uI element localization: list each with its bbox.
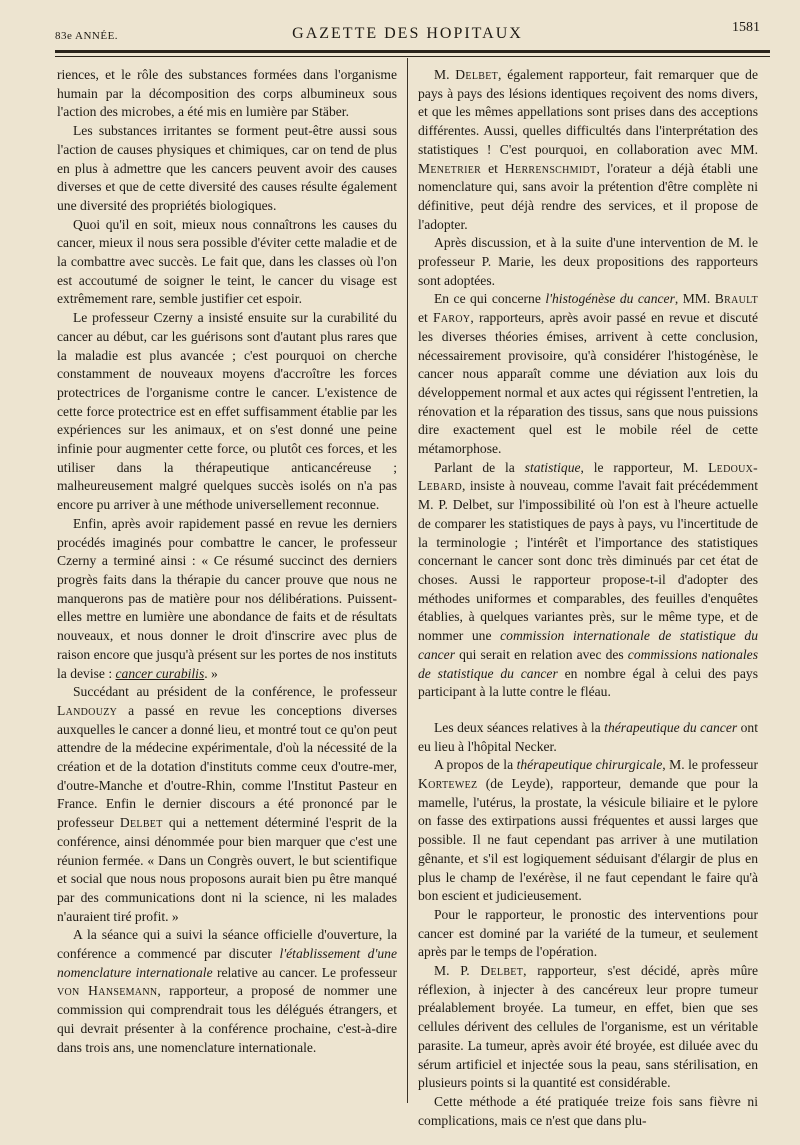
- text-run: Faroy: [433, 310, 471, 326]
- text-run: En ce qui concerne: [434, 291, 546, 307]
- year-label: 83e ANNÉE.: [55, 30, 119, 42]
- text-run: thérapeutique chirurgicale: [516, 757, 663, 773]
- paragraph: [57, 122, 397, 216]
- text-run: Enfin, après avoir rapidement passé en revue les derniers procédés imaginés pour combattre le cancer, le professeur Czerny a terminé ainsi : « Ce résumé succinct des derniers progrès faits dans la thérapie du cancer prouve que nous ne manquerons pas de matière pour nos délibérations. Puissent-elles mettre en lumière une abondance de faits et de résultats nouveaux, et nous donner le droit d'inscrire avec plus de raison encore que jusqu'à présent sur les portes de nos instituts la devise :: [57, 515, 397, 681]
- text-run: von Hansemann: [57, 983, 158, 999]
- text-run: ont eu lieu à l'hôpital Necker.: [418, 719, 758, 754]
- text-run: commission internationale de statistique du cancer: [418, 628, 758, 662]
- paragraph: [57, 926, 397, 1057]
- paragraph: [418, 290, 758, 458]
- text-run: Après discussion, et à la suite d'une intervention de M. le professeur P. Marie, les deux propositions des rapporteurs sont adoptées.: [418, 235, 758, 288]
- text-run: M.: [434, 67, 456, 82]
- text-run: A propos de la: [434, 757, 517, 773]
- text-run: Le professeur Czerny a insisté ensuite sur la curabilité du cancer au début, car les guérisons sont d'autant plus rares que la maladie est plus avancée ; c'est pourquoi on cherche constamment de nouveaux moyens d'accroître les forces protectrices de l'organisme contre le cancer. L'existence de cette force protectrice est en effet suffisamment établie par les expériences sur les animaux, et on s'est donné une peine infinie pour augmenter cette force, ou plutôt ces forces, et les utiliser dans la thérapeutique anticancéreuse ; malheureusement malgré quelques succès isolés on n'a pas encore pu arriver à une méthode universellement reconnue.: [57, 310, 397, 513]
- text-run: , M. le professeur: [662, 757, 758, 773]
- text-run: et: [481, 160, 505, 176]
- text-run: Quoi qu'il en soit, mieux nous connaîtrons les causes du cancer, mieux il nous sera possible d'éviter cette maladie et de la combattre avec succès. Le fait que, dans les classes où l'on est accoutumé de soigner le teint, le cancer du visage est extrêmement rare, semble justifier cet espoir.: [57, 216, 397, 307]
- text-run: Delbet: [455, 67, 499, 82]
- text-run: Brault: [714, 291, 759, 307]
- text-run: , rapporteur, a proposé de nommer une commission qui comprendrait tous les délégués étrangers, et qui devrait présenter à la conférence prochaine, c'est-à-dire dans trois ans, une nomenclature internationale.: [57, 983, 397, 1055]
- text-run: commissions nationales de statistique du cancer: [418, 646, 758, 681]
- paragraph: [418, 756, 758, 906]
- text-run: a passé en revue les conceptions diverses auxquelles le cancer a donné lieu, et montré tout ce qu'on peut attendre de la médecine expérimentale, d'où la nécessité de la création et de la dotation d'instituts comme ceux d'outre-mer, d'outre-Manche et d'outre-Rhin, comme l'Institut Pasteur en France. Enfin le dernier discours a été prononcé par le professeur: [57, 702, 397, 831]
- paragraph: [57, 683, 397, 926]
- text-run: Parlant de la: [434, 459, 525, 475]
- text-run: . »: [204, 665, 218, 681]
- text-run: l'établissement d'une nomenclature internationale: [57, 946, 397, 980]
- text-run: l'histogénèse du cancer: [545, 291, 675, 307]
- text-run: , rapporteur, s'est décidé, après mûre réflexion, à injecter à des cancéreux leur propre tumeur préalablement broyée. La tumeur, en effet, bien que ses cellules dérivent des cellules de l'organisme, est un véritable parasite. La tumeur, après avoir été broyée, est diluée avec du sérum artificiel et injectée sous la peau, sans stérilisation, en plusieurs points si la quantité est considérable.: [418, 963, 758, 1091]
- text-run: (de Leyde), rapporteur, demande que pour la mamelle, l'utérus, la prostate, la vésicule biliaire et le pylore on fasse des extirpations aussi fréquentes et aussi larges que possible. Il ne faut cependant pas arriver à une mutilation gênante, et s'il est logiquement séduisant d'élargir de plus en plus le champ de l'exérèse, il ne faut cependant le faire qu'à bon escient et judicieusement.: [418, 776, 758, 904]
- paragraph: [418, 66, 758, 234]
- paragraph: [418, 719, 758, 756]
- paragraph: [418, 459, 758, 702]
- header-rule-thick: [55, 50, 770, 53]
- text-run: riences, et le rôle des substances formées dans l'organisme humain par la décomposition des corps albumineux sous l'action des microbes, a été mis en lumière par Stäber.: [57, 67, 397, 120]
- text-run: Menetrier: [418, 160, 482, 176]
- text-run: , insiste à nouveau, comme l'avait fait précédemment M. P. Delbet, sur l'impossibilité où l'on est à l'heure actuelle de comparer les statistiques de pays à pays, vu l'incertitude de la terminologie ; l'intérêt et l'importance des statistiques concernant le cancer sont donc très diminués par cet état de choses. Aussi le rapporteur propose-t-il d'adopter des méthodes uniformes et comparables, des feuilles d'enquêtes établies, à quelques variantes près, sur le même type, et de nommer une: [418, 478, 758, 644]
- paragraph: [418, 234, 758, 290]
- paragraph: [418, 1093, 758, 1130]
- paragraph: [418, 962, 758, 1093]
- text-run: , rapporteurs, après avoir passé en revue et discuté les diverses théories émises, arrivent à cette conclusion, nécessairement provisoire, qu'à considérer l'histogénèse, le cancer nous apparaît comme une déviation aux lois du développement normal et aux actes qui régissent l'entretien, la rénovation et la réparation des tissus, sans que nous puissions dire exactement quel est le mobile réel de cette métamorphose.: [418, 310, 758, 457]
- left-column: [57, 66, 397, 1057]
- journal-title: GAZETTE DES HOPITAUX: [292, 25, 523, 42]
- paragraph: [418, 906, 758, 962]
- paragraph: [57, 66, 397, 122]
- text-run: M. P.: [434, 963, 481, 979]
- text-run: A la séance qui a suivi la séance officielle d'ouverture, la conférence a commencé par discuter: [57, 927, 397, 962]
- text-run: qui a nettement déterminé l'esprit de la conférence, ainsi dénommée pour bien marquer que c'est une réunion fermée. « Dans un Congrès ouvert, le but scientifique et social que nous nous proposons aurait bien pu être manqué par des communications dont ni la science, ni les malades n'auraient tiré profit. »: [57, 815, 397, 924]
- text-run: cancer curabilis: [115, 665, 205, 681]
- text-run: Cette méthode a été pratiquée treize fois sans fièvre ni complications, mais ce n'est que dans plu-: [418, 1093, 758, 1128]
- text-run: Succédant au président de la conférence, le professeur: [73, 684, 397, 700]
- text-run: Kortewez: [418, 776, 478, 792]
- text-run: Landouzy: [57, 702, 118, 718]
- paragraph: [57, 515, 397, 683]
- text-run: en nombre égal à celui des pays participant à la lutte contre le fléau.: [418, 665, 758, 700]
- page-number: 1581: [732, 20, 760, 35]
- text-run: , également rapporteur, fait remarquer que de pays à pays des lésions identiques reçoivent des noms divers, et que les mêmes appellations sont prises dans des acceptions différentes. Aussi, quelles difficultés dans l'interprétation des statistiques ! C'est pourquoi, en collaboration avec MM.: [418, 67, 758, 157]
- text-run: Herrenschmidt: [504, 160, 597, 176]
- text-run: , l'orateur a déjà établi une nomenclature qui, sans avoir la prétention d'être complète ni définitive, peut déjà rendre des services, et il propose de l'adopter.: [418, 160, 758, 232]
- text-run: relative au cancer. Le professeur: [212, 964, 398, 980]
- paragraph: [57, 309, 397, 515]
- column-divider: [407, 58, 408, 1103]
- text-run: , MM.: [674, 291, 715, 307]
- text-run: thérapeutique du cancer: [604, 719, 738, 735]
- text-run: qui serait en relation avec des: [455, 646, 628, 662]
- text-run: Ledoux-Lebard: [418, 459, 758, 494]
- text-run: et: [418, 310, 433, 326]
- header-rule-thin: [55, 56, 770, 57]
- text-run: Delbet: [119, 815, 163, 831]
- text-run: Les deux séances relatives à la: [434, 719, 605, 735]
- text-run: Pour le rapporteur, le pronostic des interventions pour cancer est dominé par la variété de la tumeur, et seulement après par le temps de l'opération.: [418, 906, 758, 960]
- right-column: [418, 66, 758, 1130]
- paragraph: [57, 216, 397, 310]
- page-header: [55, 16, 760, 46]
- text-run: , le rapporteur, M.: [580, 459, 709, 475]
- text-run: Delbet: [480, 963, 524, 979]
- text-run: Les substances irritantes se forment peut-être aussi sous l'action de causes physiques et chimiques, car on tend de plus en plus à admettre que les cancers peuvent avoir des causes diverses et que de cette diversité des causes résulte également une diversité des propriétés biologiques.: [57, 123, 397, 213]
- text-run: statistique: [524, 459, 581, 475]
